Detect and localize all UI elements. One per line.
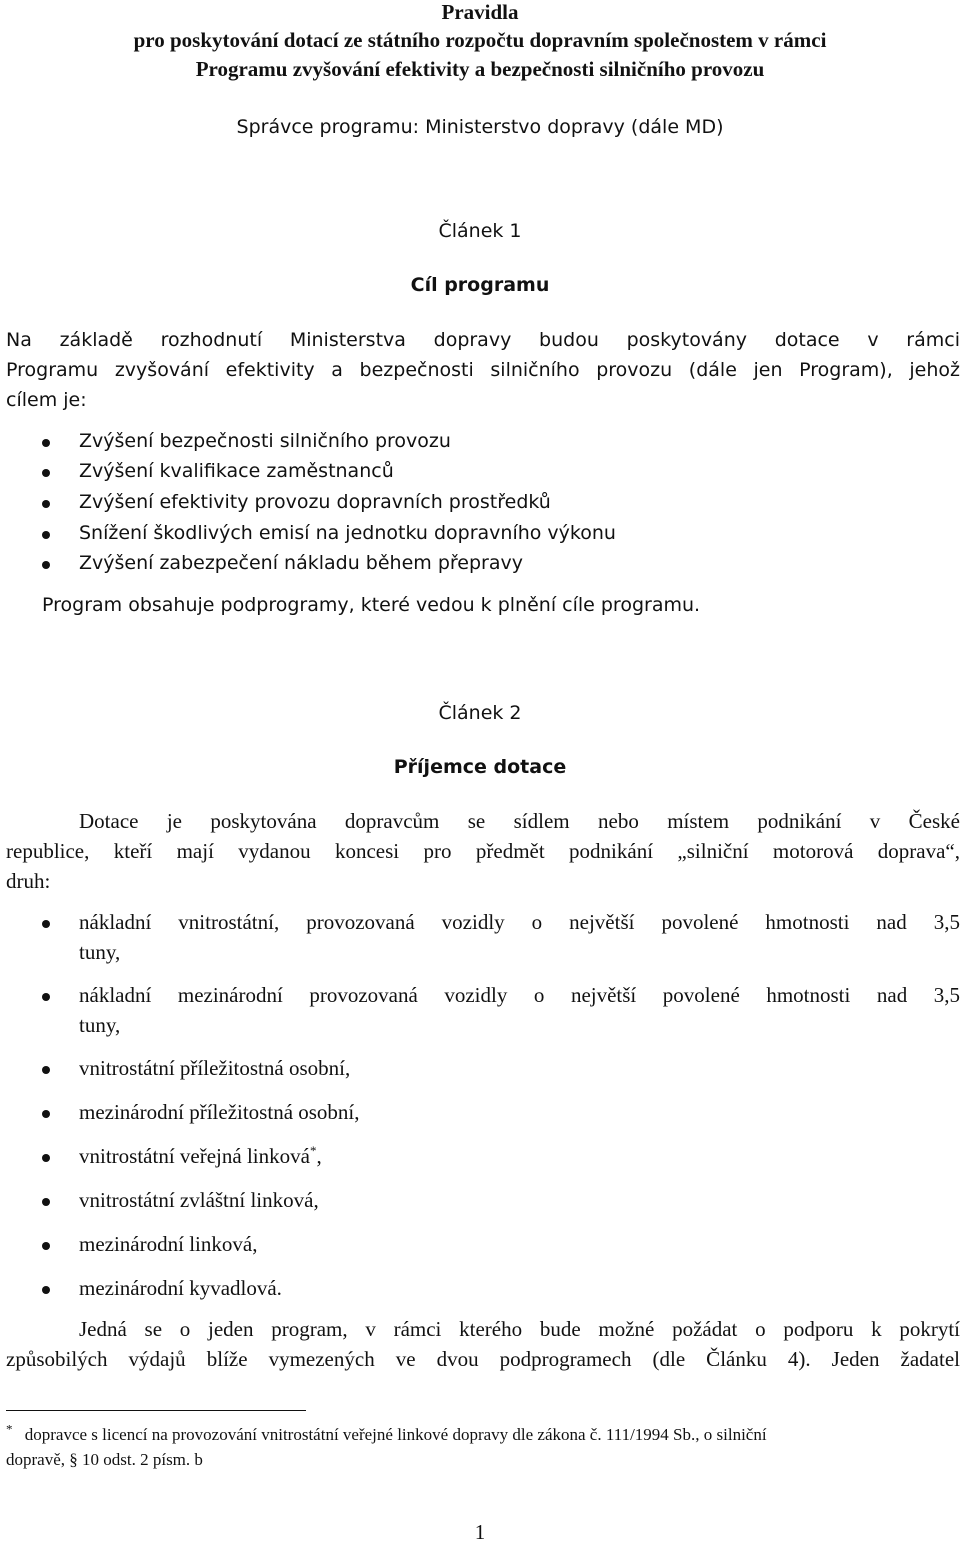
bullet-icon	[42, 469, 50, 477]
article1-number: Článek 1	[438, 220, 522, 242]
document-title: Pravidla	[441, 0, 519, 24]
article1-intro-line3: cílem je:	[6, 389, 87, 411]
goal-item: Zvýšení bezpečnosti silničního provozu	[79, 430, 451, 452]
article2-number: Článek 2	[438, 702, 522, 724]
article2-closing-line2: způsobilých výdajů blíže vymezených ve dvou podprogramech (dle Článku 4). Jeden žadatel	[6, 1347, 960, 1371]
bullet-icon	[42, 993, 50, 1001]
list-item	[79, 1144, 322, 1169]
article1-closing: Program obsahuje podprogramy, které vedou k plnění cíle programu.	[42, 594, 701, 616]
article1-intro-line2: Programu zvyšování efektivity a bezpečnosti silničního provozu (dále jen Program), jehož	[6, 359, 960, 381]
bullet-icon	[42, 1110, 50, 1118]
page-number: 1	[474, 1520, 486, 1544]
bullet-icon	[42, 1242, 50, 1250]
article1-heading: Cíl programu	[410, 274, 550, 296]
goal-item: Zvýšení zabezpečení nákladu během přepravy	[79, 552, 523, 574]
footnote-reference: *	[309, 1143, 317, 1158]
article2-closing-line1: Jedná se o jeden program, v rámci kterého bude možné požádat o podporu k pokrytí	[79, 1317, 960, 1341]
list-item: vnitrostátní příležitostná osobní,	[79, 1056, 351, 1080]
bullet-icon	[42, 439, 50, 447]
list-item-text: vnitrostátní veřejná linková	[79, 1144, 310, 1168]
list-item: mezinárodní kyvadlová.	[79, 1276, 282, 1300]
bullet-icon	[42, 531, 50, 539]
article2-heading: Příjemce dotace	[393, 756, 567, 778]
footnote	[6, 1421, 960, 1445]
bullet-icon	[42, 500, 50, 508]
bullet-icon	[42, 920, 50, 928]
footnote-separator	[6, 1410, 306, 1411]
article2-para-line2: republice, kteří mají vydanou koncesi pro předmět podnikání „silniční motorová doprava“,	[6, 839, 960, 863]
bullet-icon	[42, 1066, 50, 1074]
document-title-line2: pro poskytování dotací ze státního rozpočtu dopravním společnostem v rámci	[133, 28, 827, 52]
document-title-line3: Programu zvyšování efektivity a bezpečnosti silničního provozu	[195, 57, 765, 81]
list-item-continuation: tuny,	[79, 940, 121, 964]
list-item-tail: ,	[316, 1144, 322, 1168]
bullet-icon	[42, 561, 50, 569]
footnote-mark: *	[6, 1421, 13, 1437]
bullet-icon	[42, 1198, 50, 1206]
bullet-icon	[42, 1154, 50, 1162]
article1-intro-line1: Na základě rozhodnutí Ministerstva dopravy budou poskytovány dotace v rámci	[6, 329, 960, 351]
goal-item: Zvýšení efektivity provozu dopravních prostředků	[79, 491, 551, 513]
footnote-text-line1: dopravce s licencí na provozování vnitrostátní veřejné linkové dopravy dle zákona č. 111/1994 Sb., o silniční	[24, 1425, 767, 1444]
list-item: vnitrostátní zvláštní linková,	[79, 1188, 319, 1212]
list-item-continuation: tuny,	[79, 1013, 121, 1037]
goal-item: Zvýšení kvalifikace zaměstnanců	[79, 460, 394, 482]
goal-item: Snížení škodlivých emisí na jednotku dopravního výkonu	[79, 522, 616, 544]
list-item: nákladní vnitrostátní, provozovaná vozidly o největší povolené hmotnosti nad 3,5	[79, 910, 960, 934]
list-item: mezinárodní příležitostná osobní,	[79, 1100, 360, 1124]
bullet-icon	[42, 1286, 50, 1294]
program-administrator: Správce programu: Ministerstvo dopravy (dále MD)	[236, 116, 724, 138]
article2-para-line3: druh:	[6, 869, 51, 893]
footnote-text-line2: dopravě, § 10 odst. 2 písm. b	[6, 1450, 203, 1469]
list-item: nákladní mezinárodní provozovaná vozidly o největší povolené hmotnosti nad 3,5	[79, 983, 960, 1007]
list-item: mezinárodní linková,	[79, 1232, 258, 1256]
article2-para-line1: Dotace je poskytována dopravcům se sídlem nebo místem podnikání v České	[79, 809, 960, 833]
